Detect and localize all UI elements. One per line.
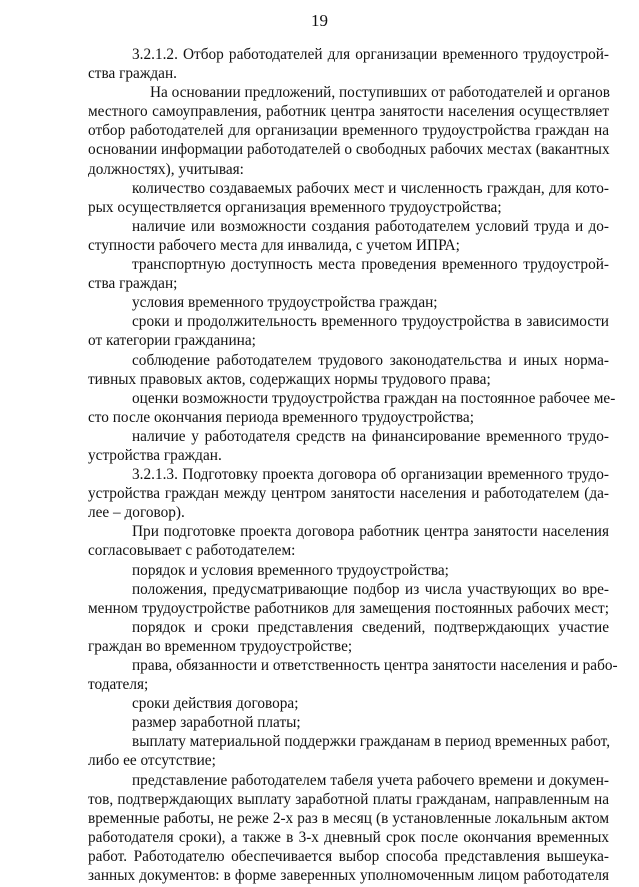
text-line: сроки действия договора;: [132, 695, 299, 713]
text-line: граждан во временном трудоустройстве;: [88, 637, 353, 655]
text-line: соблюдение работодателем трудового законодательства и иных норма-: [132, 351, 609, 369]
text-line: согласовывает с работодателем:: [88, 542, 296, 560]
text-line: должностях), учитывая:: [88, 160, 244, 178]
text-line: отбор работодателей для организации временного трудоустройства граждан на: [88, 122, 609, 140]
text-line: от категории гражданина;: [88, 332, 256, 350]
text-line: либо ее отсутствие;: [88, 752, 216, 770]
text-line: ства граждан;: [88, 275, 178, 293]
text-line: размер заработной платы;: [132, 714, 301, 732]
text-line: основании информации работодателей о свободных рабочих местах (вакантных: [88, 141, 610, 159]
text-line: 3.2.1.2. Отбор работодателей для организации временного трудоустрой-: [132, 46, 609, 63]
text-line: работ. Работодателю обеспечивается выбор способа представления вышеука-: [88, 847, 609, 865]
text-line: сроки и продолжительность временного трудоустройства в зависимости: [132, 313, 609, 331]
text-line: тодателя;: [88, 676, 149, 694]
text-line: ступности рабочего места для инвалида, с учетом ИПРА;: [88, 236, 460, 254]
text-line: представление работодателем табеля учета рабочего времени и докумен-: [132, 771, 609, 789]
text-line: ства граждан.: [88, 65, 177, 83]
text-line: На основании предложений, поступивших от работодателей и органов: [150, 84, 610, 102]
text-line: положения, предусматривающие подбор из числа участвующих во вре-: [132, 580, 609, 598]
text-line: лее – договор).: [88, 504, 185, 522]
text-line: оценки возможности трудоустройства граждан на постоянное рабочее ме-: [132, 389, 616, 407]
text-line: порядок и сроки представления сведений, подтверждающих участие: [132, 618, 609, 636]
document-body: [88, 45, 618, 885]
text-line: права, обязанности и ответственность центра занятости населения и рабо-: [132, 657, 618, 674]
text-line: условия временного трудоустройства граждан;: [132, 294, 438, 312]
text-line: занных документов: в форме заверенных уполномоченным лицом работодателя: [88, 867, 609, 885]
text-line: сто после окончания периода временного трудоустройства;: [88, 408, 474, 426]
text-line: количество создаваемых рабочих мест и численность граждан, для кото-: [132, 179, 609, 197]
text-line: транспортную доступность места проведения временного трудоустрой-: [132, 256, 609, 274]
text-line: временные работы, не реже 2-х раз в месяц (в установленные локальным актом: [88, 809, 609, 827]
text-line: менном трудоустройстве работников для замещения постоянных рабочих мест;: [88, 599, 609, 617]
text-line: тов, подтверждающих выплату заработной платы гражданам, направленным на: [88, 790, 609, 808]
text-line: устройства граждан.: [88, 446, 222, 464]
text-line: 3.2.1.3. Подготовку проекта договора об организации временного трудо-: [132, 466, 609, 484]
text-line: местного самоуправления, работник центра занятости населения осуществляет: [88, 103, 609, 121]
text-line: работодателя сроки), а также в 3-х дневный срок после окончания временных: [88, 828, 609, 846]
text-line: При подготовке проекта договора работник центра занятости населения: [132, 523, 609, 541]
text-line: наличие или возможности создания работодателем условий труда и до-: [132, 217, 609, 235]
text-line: наличие у работодателя средств на финансирование временного трудо-: [132, 427, 609, 445]
text-line: устройства граждан между центром занятости населения и работодателем (да-: [88, 485, 609, 503]
page-number: 19: [311, 11, 328, 30]
text-line: порядок и условия временного трудоустройства;: [132, 561, 449, 579]
text-line: выплату материальной поддержки гражданам в период временных работ,: [132, 733, 611, 751]
text-line: тивных правовых актов, содержащих нормы трудового права;: [88, 370, 491, 388]
text-line: рых осуществляется организация временного трудоустройства;: [88, 198, 502, 216]
